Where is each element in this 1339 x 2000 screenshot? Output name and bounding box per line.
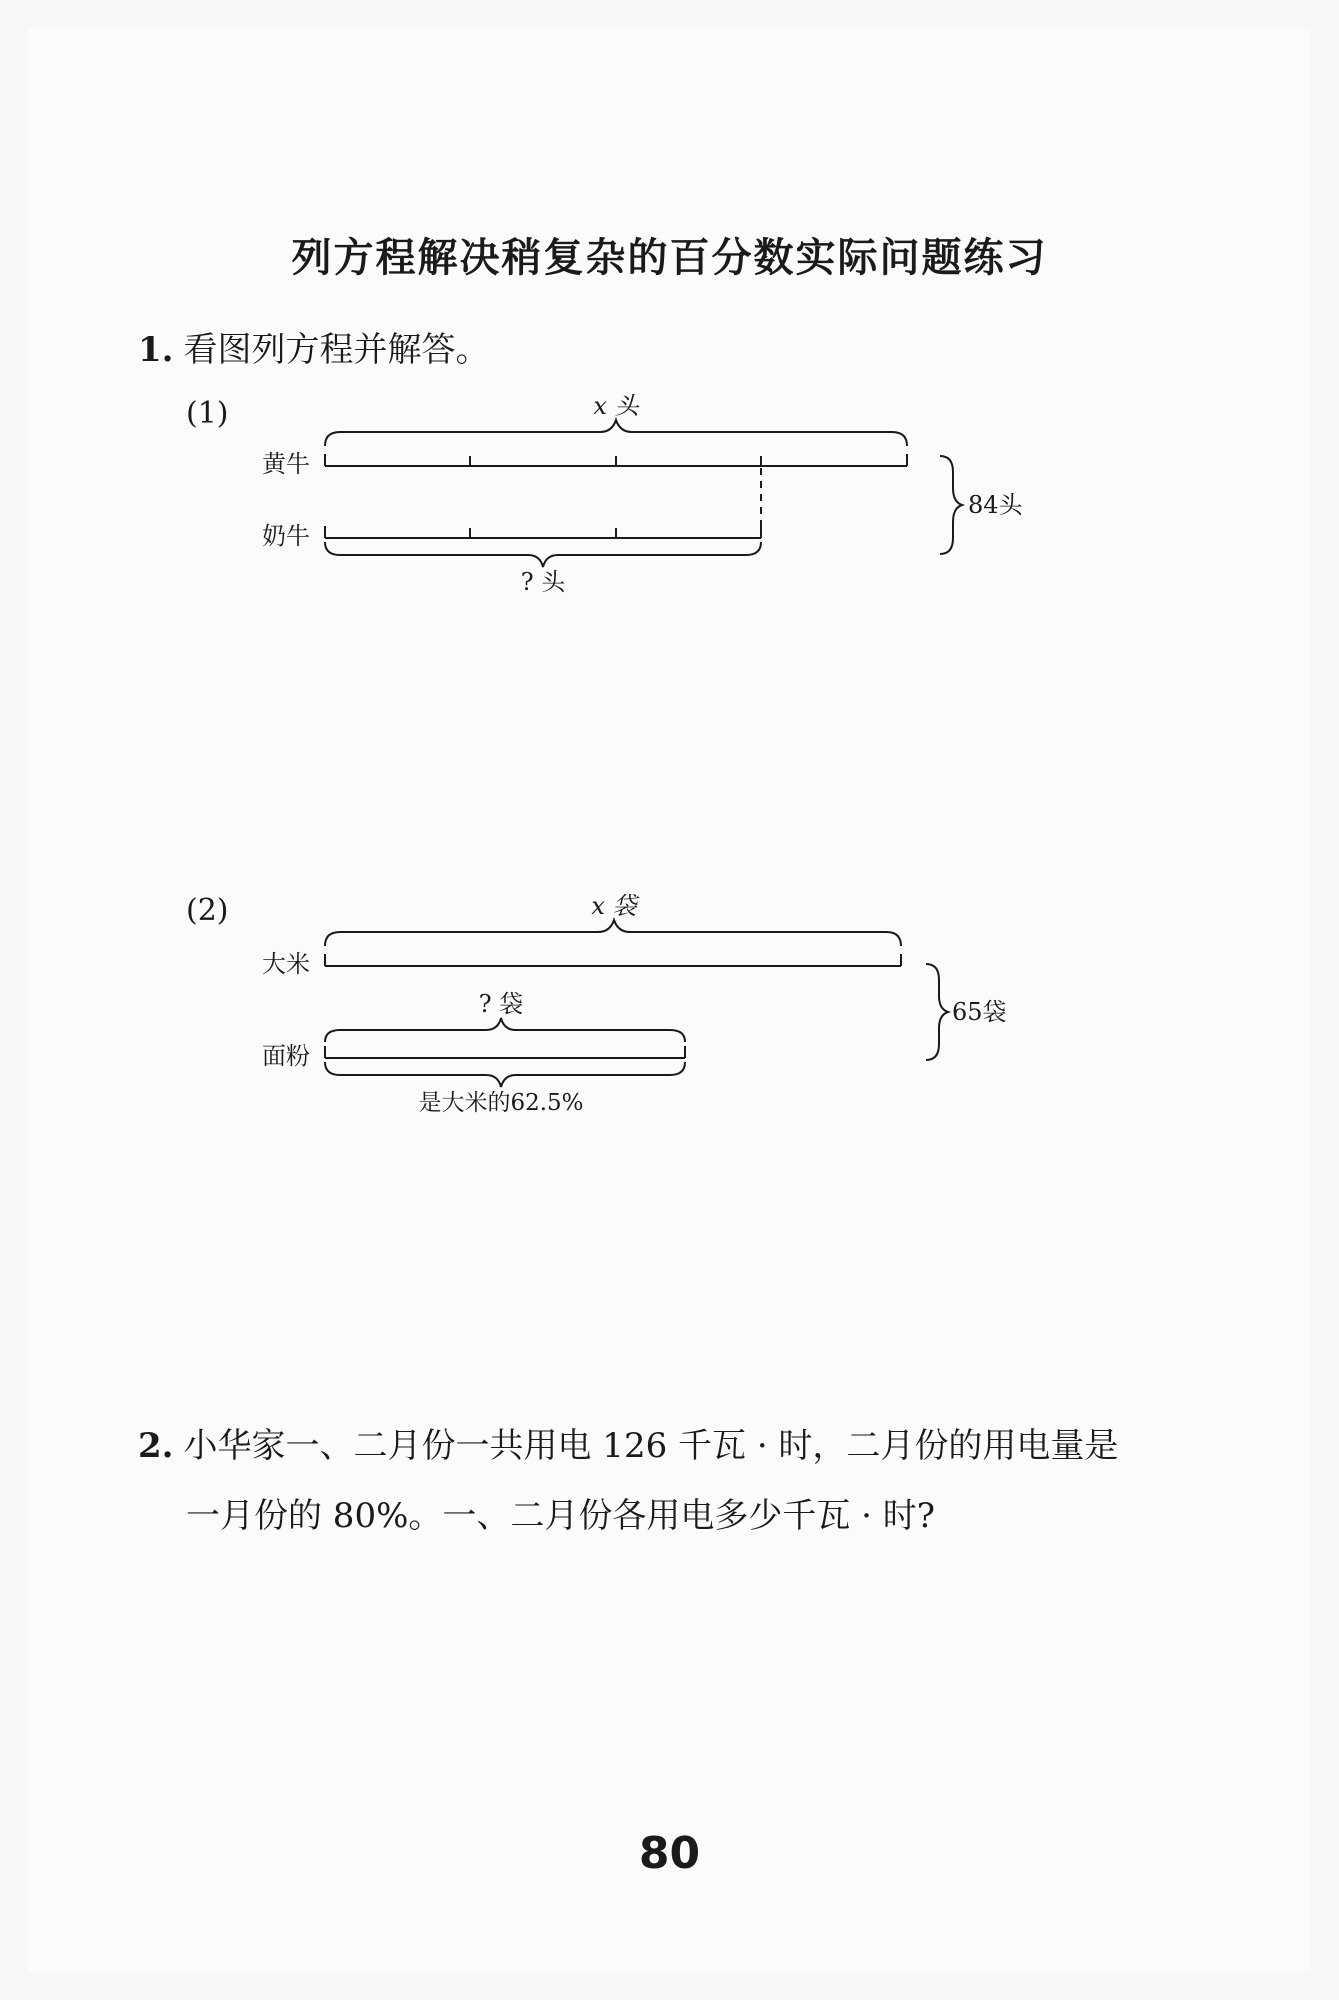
label-flour: 面粉	[262, 1042, 310, 1070]
part-1-label: (1)	[186, 396, 229, 431]
brace-middle-2	[325, 1018, 685, 1042]
label-x-head: x 头	[593, 392, 639, 420]
brace-top-1	[325, 420, 907, 446]
page-title: 列方程解决稍复杂的百分数实际问题练习	[291, 235, 1048, 281]
brace-bottom-2	[325, 1062, 685, 1087]
question-2-number: 2.	[138, 1426, 174, 1466]
label-total-84: 84头	[968, 491, 1023, 519]
label-percent: 是大米的62.5%	[418, 1090, 584, 1116]
brace-bottom-1	[325, 542, 761, 567]
label-unknown-bag: ? 袋	[478, 990, 524, 1018]
brace-top-2	[325, 920, 901, 946]
question-2-line-1	[138, 1418, 1118, 1467]
label-total-65: 65袋	[952, 998, 1007, 1026]
question-2-line-2: 一月份的 80%。一、二月份各用电多少千瓦 · 时?	[186, 1496, 936, 1536]
question-1-number: 1.	[138, 330, 174, 370]
label-yellow-cattle: 黄牛	[262, 450, 310, 478]
brace-total-1	[940, 456, 962, 554]
question-2-text-1: 小华家一、二月份一共用电 126 千瓦 · 时，二月份的用电量是	[183, 1426, 1119, 1466]
label-dairy-cow: 奶牛	[262, 522, 310, 550]
label-unknown-head: ? 头	[520, 568, 566, 596]
question-1-text: 看图列方程并解答。	[183, 330, 490, 370]
label-x-bag: x 袋	[591, 892, 637, 920]
page-number: 80	[638, 1828, 701, 1879]
part-2-label: (2)	[186, 893, 229, 928]
brace-total-2	[926, 964, 948, 1060]
label-rice: 大米	[262, 950, 310, 978]
